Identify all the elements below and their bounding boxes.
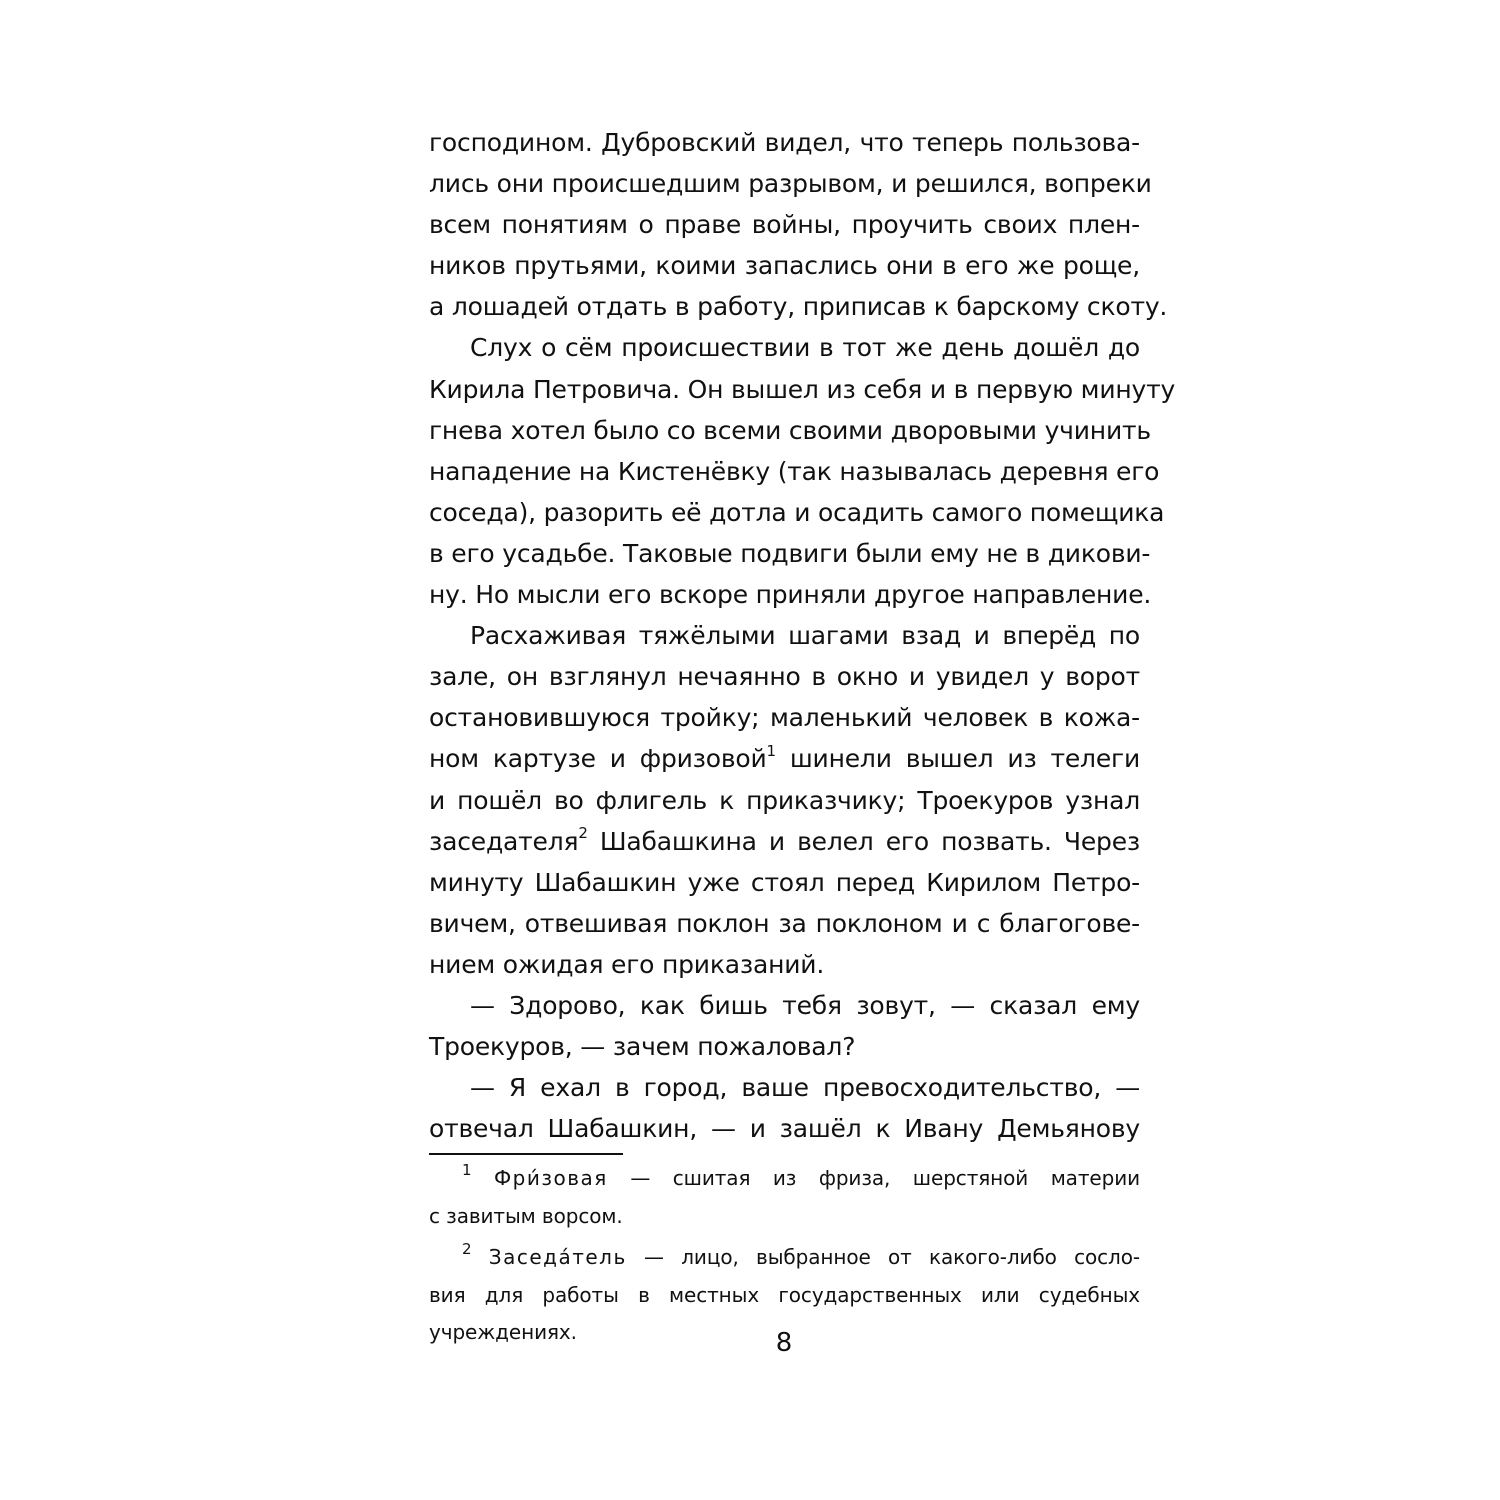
- text-line: Кирила Петровича. Он вышел из себя и в первую минуту: [429, 374, 1176, 404]
- page-number: 8: [775, 1328, 793, 1358]
- text-line: остановившуюся тройку; маленький человек в кожа-: [429, 703, 1140, 733]
- text-line: Троекуров, — зачем пожаловал?: [429, 1032, 856, 1062]
- text-line: ну. Но мысли его вскоре приняли другое направление.: [429, 580, 1152, 610]
- footnote-mark: 1: [462, 1161, 472, 1180]
- text-line: в его усадьбе. Таковые подвиги были ему не в дикови-: [429, 538, 1151, 568]
- text-line: а лошадей отдать в работу, приписав к барскому скоту.: [429, 292, 1168, 322]
- footnotes: [429, 1160, 1140, 1352]
- footnote-line: учреждениях.: [429, 1320, 577, 1344]
- text-line: отвечал Шабашкин, — и зашёл к Ивану Демьянову: [429, 1114, 1140, 1144]
- text-line: — Я ехал в город, ваше превосходительство, —: [470, 1073, 1140, 1103]
- text-line: лись они происшедшим разрывом, и решился, вопреки: [429, 169, 1152, 199]
- text-line: зале, он взглянул нечаянно в окно и увидел у ворот: [429, 662, 1140, 692]
- footnote-line: вия для работы в местных государственных или судебных: [429, 1282, 1140, 1307]
- text-line: гнева хотел было со всеми своими дворовыми учинить: [429, 415, 1151, 445]
- text-line: минуту Шабашкин уже стоял перед Кирилом Петро-: [429, 867, 1140, 897]
- footnote-line: $^2$ Заседа́тель — лицо, выбранное от какого-либо сосло-: [462, 1240, 1140, 1269]
- footnote-line: с завитым ворсом.: [429, 1203, 623, 1228]
- footnote-term: Заседа́тель: [488, 1245, 627, 1269]
- text-line: Расхаживая тяжёлыми шагами взад и вперёд по: [470, 621, 1140, 651]
- footnote-mark: 2: [462, 1240, 472, 1259]
- footnote-term: Фри́зовая: [493, 1166, 608, 1190]
- text-line: и пошёл во флигель к приказчику; Троекуров узнал: [429, 785, 1140, 815]
- text-line: господином. Дубровский видел, что теперь пользова-: [429, 128, 1140, 157]
- text-line: всем понятиям о праве войны, проучить своих плен-: [429, 210, 1140, 240]
- body-text: [429, 122, 1176, 1149]
- text-line: ном картузе и фризовой$^1$ шинели вышел из телеги: [429, 742, 1140, 774]
- text-line: соседа), разорить её дотла и осадить самого помещика: [429, 497, 1165, 527]
- footnote-ref: 2: [578, 824, 588, 843]
- text-line: Слух о сём происшествии в тот же день дошёл до: [470, 333, 1140, 363]
- text-line: нападение на Кистенёвку (так называлась деревня его: [429, 456, 1160, 486]
- text-line: вичем, отвешивая поклон за поклоном и с благогове-: [429, 908, 1140, 938]
- footnote-ref: 1: [766, 742, 776, 761]
- footnote-separator: [429, 1153, 623, 1155]
- footnote-line: $^1$ Фри́зовая — сшитая из фриза, шерстяной материи: [462, 1161, 1140, 1190]
- text-line: нием ожидая его приказаний.: [429, 949, 825, 979]
- text-line: — Здорово, как бишь тебя зовут, — сказал ему: [470, 990, 1140, 1020]
- text-line: ников прутьями, коими запаслись они в его же роще,: [429, 251, 1140, 281]
- text-line: заседателя$^2$ Шабашкина и велел его позвать. Через: [429, 824, 1140, 856]
